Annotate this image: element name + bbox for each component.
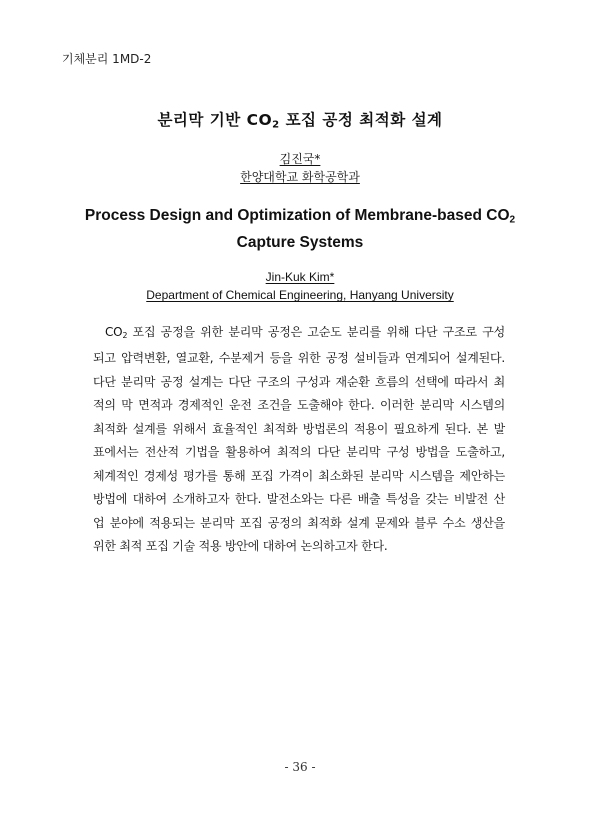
abstract-line-8: 방법에 대하여 소개하고자 한다. 발전소와는 다른 배출 특성을 갖는 비발전 산 xyxy=(93,492,505,507)
abstract-line-1 xyxy=(93,321,505,347)
title-english-subscript: 2 xyxy=(509,214,516,226)
abstract-line-2: 되고 압력변환, 열교환, 수분제거 등을 위한 공정 설비들과 연계되어 설계된다. xyxy=(93,351,505,366)
affiliation-korean-text: 한양대학교 화학공학과 xyxy=(240,170,360,184)
author-korean-name: 김진국* xyxy=(279,152,321,166)
abstract-line-9: 업 분야에 적용되는 분리막 포집 공정의 최적화 설계 문제와 블루 수소 생산을 xyxy=(93,515,505,530)
abstract-body xyxy=(93,321,505,559)
title-korean xyxy=(0,108,600,131)
affiliation-english-text: Department of Chemical Engineering, Hanyang University xyxy=(146,288,454,302)
session-code: 기체분리 1MD-2 xyxy=(62,52,152,66)
title-korean-part1: 분리막 기반 CO xyxy=(157,111,273,129)
abstract-co2-text: CO xyxy=(105,325,123,339)
abstract-line-4: 적의 막 면적과 경제적인 운전 조건을 도출해야 한다. 이러한 분리막 시스템의 xyxy=(93,398,505,413)
abstract-line-10: 위한 최적 포집 기술 적용 방안에 대하여 논의하고자 한다. xyxy=(93,539,388,554)
page-number: - 36 - xyxy=(284,760,316,774)
title-english-line2: Capture Systems xyxy=(236,233,364,251)
author-korean xyxy=(0,150,600,167)
abstract-line-1-rest: 포집 공정을 위한 분리막 공정은 고순도 분리를 위해 다단 구조로 구성 xyxy=(127,325,505,339)
abstract-line-5: 최적화 설계를 위해서 효율적인 최적화 방법론의 적용이 필요하게 된다. 본 발 xyxy=(93,421,505,436)
author-english xyxy=(0,270,600,284)
author-english-name: Jin-Kuk Kim* xyxy=(265,270,335,284)
abstract-line-7: 체계적인 경제성 평가를 통해 포집 가격이 최소화된 분리막 시스템을 제안하는 xyxy=(93,468,505,483)
title-english xyxy=(0,205,600,254)
abstract-co2-subscript: 2 xyxy=(122,330,128,340)
title-korean-part2: 포집 공정 최적화 설계 xyxy=(279,111,443,129)
title-korean-subscript: 2 xyxy=(272,119,280,131)
title-english-line1: Process Design and Optimization of Membrane-based CO xyxy=(84,207,510,224)
abstract-line-6: 표에서는 전산적 기법을 활용하여 최적의 다단 분리막 구성 방법을 도출하고, xyxy=(93,445,505,460)
affiliation-korean xyxy=(0,168,600,185)
affiliation-english xyxy=(0,288,600,302)
abstract-line-3: 다단 분리막 공정 설계는 다단 구조의 구성과 재순환 흐름의 선택에 따라서 최 xyxy=(93,374,505,389)
